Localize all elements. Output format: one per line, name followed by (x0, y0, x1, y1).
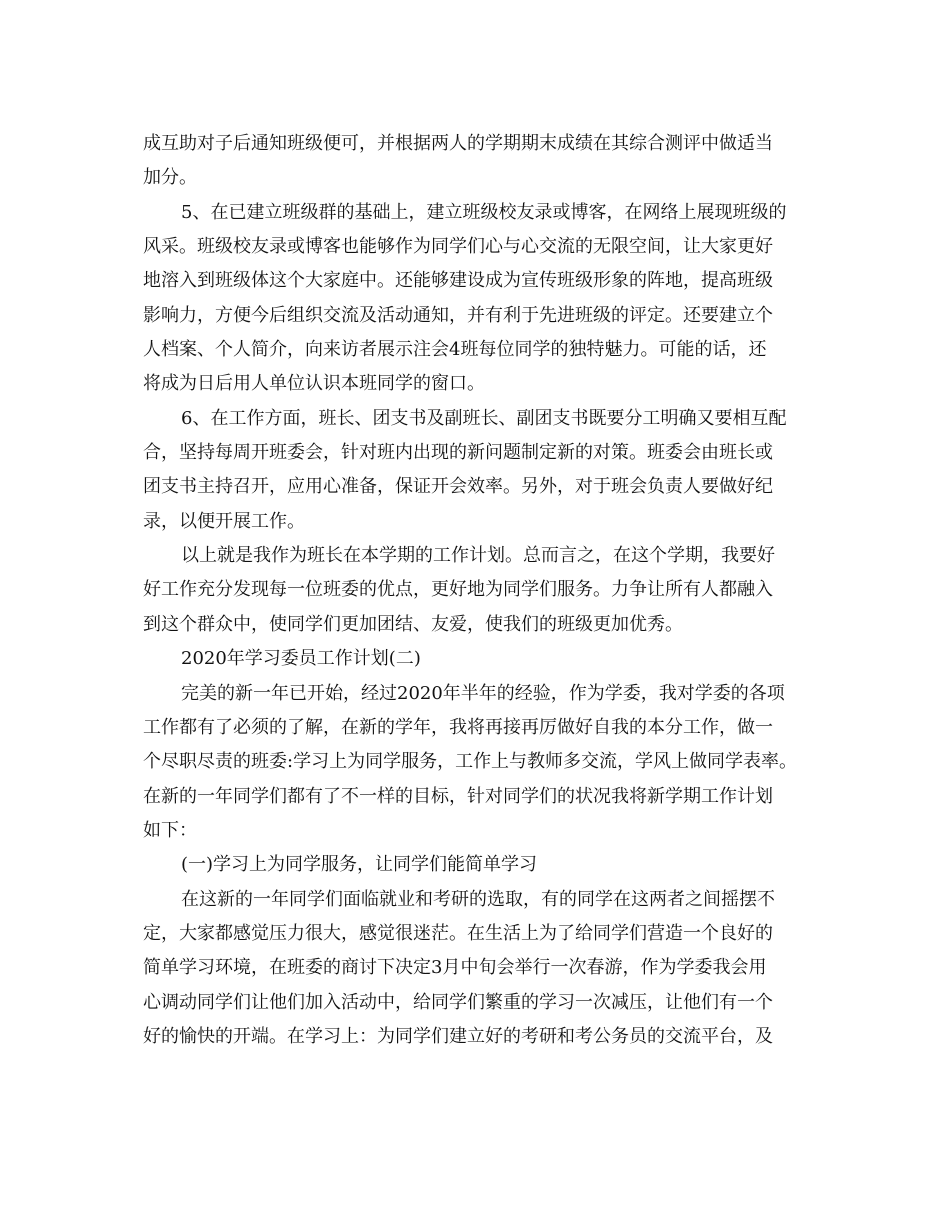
text-line: 团支书主持召开，应用心准备，保证开会效率。另外，对于班会负责人要做好纪 (143, 476, 773, 498)
text-line: 工作都有了必须的了解，在新的学年，我将再接再厉做好自我的本分工作，做一 (143, 716, 773, 738)
text-line: 将成为日后用人单位认识本班同学的窗口。 (143, 373, 485, 395)
text-line: 个尽职尽责的班委:学习上为同学服务，工作上与教师多交流，学风上做同学表率。 (143, 751, 798, 773)
text-line: 录，以便开展工作。 (143, 510, 305, 532)
text-line: 5、在已建立班级群的基础上，建立班级校友录或博客，在网络上展现班级的 (181, 201, 787, 223)
text-line: 2020年学习委员工作计划(二) (181, 648, 421, 670)
text-line: 完美的新一年已开始，经过2020年半年的经验，作为学委，我对学委的各项 (181, 682, 785, 704)
text-line: 以上就是我作为班长在本学期的工作计划。总而言之，在这个学期，我要好 (181, 545, 775, 567)
text-line: 到这个群众中，使同学们更加团结、友爱，使我们的班级更加优秀。 (143, 613, 683, 635)
text-line: 在这新的一年同学们面临就业和考研的选取，有的同学在这两者之间摇摆不 (181, 888, 775, 910)
text-line: 简单学习环境，在班委的商讨下决定3月中旬会举行一次春游，作为学委我会用 (143, 957, 767, 979)
text-line: 风采。班级校友录或博客也能够作为同学们心与心交流的无限空间，让大家更好 (143, 236, 773, 258)
text-line: 地溶入到班级体这个大家庭中。还能够建设成为宣传班级形象的阵地，提高班级 (143, 270, 773, 292)
text-line: 好工作充分发现每一位班委的优点，更好地为同学们服务。力争让所有人都融入 (143, 579, 773, 601)
text-line: 6、在工作方面，班长、团支书及副班长、副团支书既要分工明确又要相互配 (181, 407, 787, 429)
text-line: 在新的一年同学们都有了不一样的目标，针对同学们的状况我将新学期工作计划 (143, 785, 773, 807)
text-line: 定，大家都感觉压力很大，感觉很迷茫。在生活上为了给同学们营造一个良好的 (143, 922, 773, 944)
text-line: 影响力，方便今后组织交流及活动通知，并有利于先进班级的评定。还要建立个 (143, 304, 773, 326)
text-line: 人档案、个人简介，向来访者展示注会4班每位同学的独特魅力。可能的话，还 (143, 339, 767, 361)
text-line: 加分。 (143, 167, 197, 189)
text-line: 好的愉快的开端。在学习上：为同学们建立好的考研和考公务员的交流平台，及 (143, 1025, 773, 1047)
text-line: 成互助对子后通知班级便可，并根据两人的学期期末成绩在其综合测评中做适当 (143, 133, 773, 154)
document-body (143, 127, 823, 1054)
text-line: 如下： (143, 819, 197, 841)
text-line: 合，坚持每周开班委会，针对班内出现的新问题制定新的对策。班委会由班长或 (143, 442, 773, 464)
text-line: (一)学习上为同学服务，让同学们能简单学习 (181, 854, 538, 876)
text-line: 心调动同学们让他们加入活动中，给同学们繁重的学习一次减压，让他们有一个 (143, 991, 773, 1013)
